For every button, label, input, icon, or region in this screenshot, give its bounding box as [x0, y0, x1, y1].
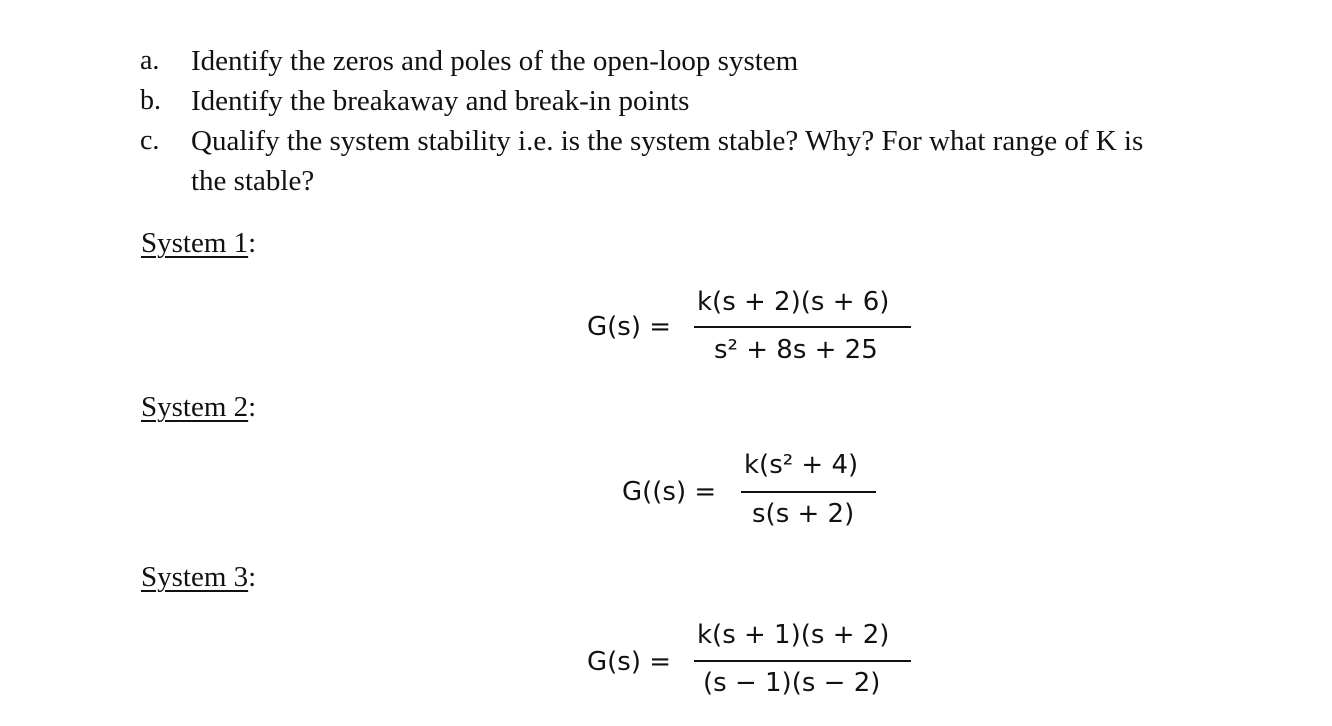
- system-3-label: [141, 560, 256, 594]
- system-2-label: [141, 390, 256, 424]
- transfer-function-lhs: G(s) =: [587, 312, 672, 342]
- system-1-fraction-bar: [694, 326, 911, 328]
- denominator: s(s + 2): [752, 499, 855, 529]
- question-letter: a.: [140, 45, 160, 76]
- numerator: k(s + 1)(s + 2): [697, 620, 890, 650]
- transfer-function-lhs: G(s) =: [587, 647, 672, 677]
- denominator: (s − 1)(s − 2): [703, 668, 881, 698]
- system-label-text: System 3: [141, 561, 249, 593]
- question-text: Identify the breakaway and break-in points: [191, 85, 690, 117]
- numerator: k(s + 2)(s + 6): [697, 287, 890, 317]
- question-text: Identify the zeros and poles of the open-loop system: [191, 45, 799, 77]
- system-3-lhs: [587, 647, 671, 677]
- system-label-colon: :: [248, 561, 257, 593]
- question-text-continuation: the stable?: [191, 165, 315, 197]
- system-label-colon: :: [248, 391, 257, 423]
- system-1-denominator: [714, 335, 878, 365]
- system-2-numerator: [744, 450, 858, 480]
- system-2-fraction-bar: [741, 491, 876, 493]
- system-label-text: System 1: [141, 227, 249, 259]
- system-3-fraction-bar: [694, 660, 911, 662]
- system-3-denominator: [703, 668, 880, 698]
- question-letter: b.: [140, 85, 161, 116]
- system-2-denominator: [752, 499, 854, 529]
- question-text: Qualify the system stability i.e. is the system stable? Why? For what range of K is: [191, 125, 1144, 157]
- system-label-colon: :: [248, 227, 257, 259]
- transfer-function-lhs: G((s) =: [622, 477, 717, 507]
- system-2-lhs: [622, 477, 716, 507]
- system-1-label: [141, 226, 256, 260]
- system-1-lhs: [587, 312, 671, 342]
- question-letter: c.: [140, 125, 160, 156]
- system-1-numerator: [697, 287, 889, 317]
- numerator: k(s² + 4): [744, 450, 859, 480]
- system-label-text: System 2: [141, 391, 249, 423]
- system-3-numerator: [697, 620, 889, 650]
- denominator: s² + 8s + 25: [714, 335, 878, 365]
